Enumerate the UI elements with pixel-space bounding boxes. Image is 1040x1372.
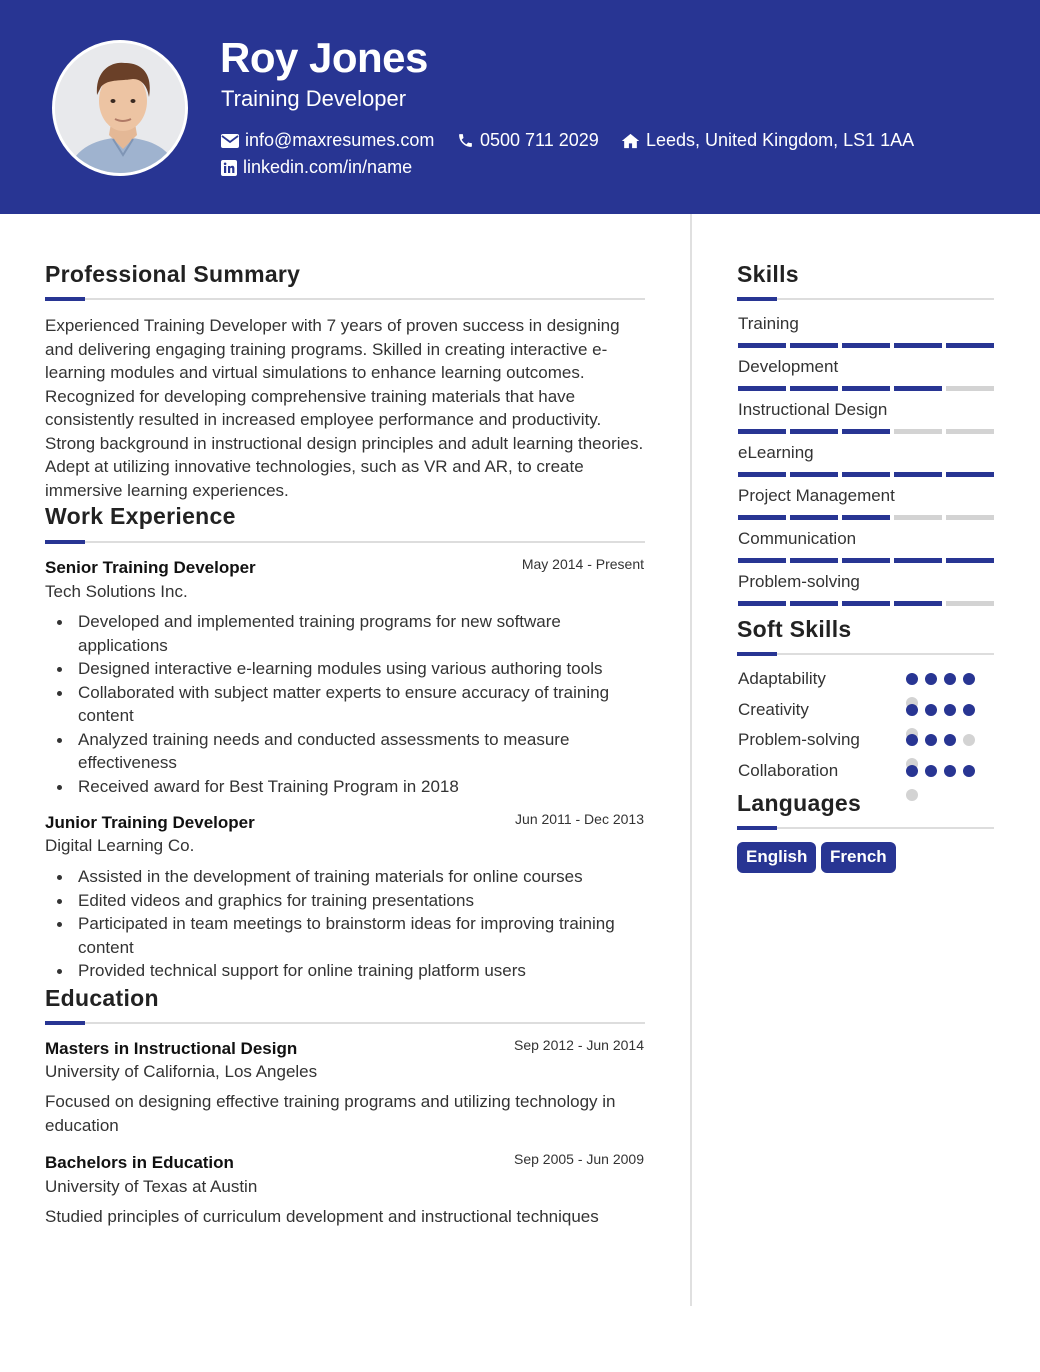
candidate-title: Training Developer: [221, 86, 407, 111]
list-item: Assisted in the development of training materials for online courses: [45, 865, 650, 889]
job-role: Senior Training Developer: [45, 558, 256, 577]
resume-header: [0, 0, 1040, 214]
skill-level-bar: [738, 601, 994, 606]
linkedin-icon: [221, 160, 237, 176]
education-rule: [45, 1022, 645, 1024]
rating-dot: [963, 704, 975, 716]
job-company: Tech Solutions Inc.: [45, 582, 188, 601]
skill-level-segment: [790, 601, 838, 606]
skill-level-bar: [738, 472, 994, 477]
phone-icon: [457, 132, 474, 149]
envelope-icon: [221, 134, 239, 148]
soft-skill-name: Problem-solving: [738, 730, 860, 749]
rating-dot: [906, 734, 918, 746]
skill-level-segment: [790, 558, 838, 563]
skill-level-bar: [738, 558, 994, 563]
list-item: Provided technical support for online training platform users: [45, 959, 650, 983]
rating-dot: [963, 734, 975, 746]
education-dates: Sep 2012 - Jun 2014: [514, 1037, 644, 1053]
linkedin-contact[interactable]: [221, 157, 412, 178]
skill-level-segment: [842, 386, 890, 391]
rating-dot: [944, 765, 956, 777]
skill-level-segment: [842, 429, 890, 434]
rating-dot: [906, 765, 918, 777]
location-text: Leeds, United Kingdom, LS1 1AA: [646, 130, 915, 150]
rating-dot: [906, 704, 918, 716]
rating-dot: [925, 734, 937, 746]
home-icon: [621, 133, 640, 149]
skill-level-segment: [738, 558, 786, 563]
skill-name: Problem-solving: [738, 572, 860, 591]
skill-level-segment: [946, 515, 994, 520]
degree: Masters in Instructional Design: [45, 1039, 298, 1058]
list-item: Analyzed training needs and conducted assessments to measure effectiveness: [45, 728, 650, 775]
job-bullets: [45, 610, 650, 798]
job-dates: May 2014 - Present: [521, 556, 644, 572]
skill-level-segment: [842, 515, 890, 520]
education-dates: Sep 2005 - Jun 2009: [514, 1151, 644, 1167]
soft-skill-name: Creativity: [738, 699, 809, 719]
skill-level-segment: [946, 429, 994, 434]
skill-level-segment: [738, 601, 786, 606]
language-badge: English: [737, 842, 816, 873]
rating-dot: [944, 704, 956, 716]
school: University of California, Los Angeles: [45, 1062, 318, 1081]
skill-level-bar: [738, 386, 994, 391]
skill-level-segment: [842, 472, 890, 477]
skill-level-segment: [894, 343, 942, 348]
list-item: Edited videos and graphics for training presentations: [45, 889, 650, 913]
rating-dot: [925, 673, 937, 685]
skill-level-bar: [738, 429, 994, 434]
list-item: Developed and implemented training programs for new software applications: [45, 610, 650, 657]
candidate-name: Roy Jones: [220, 34, 428, 81]
email-contact[interactable]: [221, 130, 434, 151]
rating-dot: [925, 765, 937, 777]
rating-dot: [963, 673, 975, 685]
skill-name: Development: [738, 357, 839, 376]
skill-level-segment: [894, 558, 942, 563]
skill-level-segment: [946, 558, 994, 563]
skill-level-bar: [738, 515, 994, 520]
skill-level-segment: [790, 515, 838, 520]
summary-heading: Professional Summary: [45, 261, 301, 287]
list-item: Received award for Best Training Program in 2018: [45, 775, 650, 799]
skill-name: Communication: [738, 529, 857, 548]
skill-level-segment: [946, 386, 994, 391]
list-item: Designed interactive e-learning modules using various authoring tools: [45, 657, 650, 681]
skill-name: Project Management: [738, 486, 895, 505]
education-heading: Education: [45, 985, 159, 1011]
skill-level-segment: [894, 515, 942, 520]
soft-skills-rule: [737, 653, 994, 655]
skills-rule: [737, 298, 994, 300]
phone-text: 0500 711 2029: [480, 130, 599, 150]
email-text: info@maxresumes.com: [245, 130, 435, 150]
skill-level-bar: [738, 343, 994, 348]
skill-level-segment: [894, 386, 942, 391]
language-badge: French: [821, 842, 896, 873]
phone-contact[interactable]: [457, 130, 599, 151]
soft-skill-name: Adaptability: [738, 669, 826, 688]
rating-dot: [944, 734, 956, 746]
soft-skill-name: Collaboration: [738, 760, 839, 780]
languages-rule: [737, 827, 994, 829]
skill-level-segment: [946, 472, 994, 477]
skill-level-segment: [738, 429, 786, 434]
skill-level-segment: [894, 601, 942, 606]
job-role: Junior Training Developer: [45, 813, 255, 832]
skills-heading: Skills: [737, 261, 799, 287]
experience-heading: Work Experience: [45, 503, 236, 529]
summary-text: Experienced Training Developer with 7 years of proven success in designing and delivering engaging training programs. Skilled in creating interactive e-learning modules and virtual simulations to enhance learning outcomes. Recognized for developing comprehensive training materials that have consistently resulted in increased employee performance and productivity. Strong background in instructional design principles and adult learning theories. Adept at utilizing innovative technologies, such as VR and AR, to create immersive learning experiences.: [45, 316, 644, 500]
skill-level-segment: [894, 472, 942, 477]
skill-name: eLearning: [738, 443, 814, 462]
column-divider: [690, 214, 692, 1306]
skill-level-segment: [790, 386, 838, 391]
skill-name: Training: [738, 314, 799, 333]
location-contact: [621, 130, 914, 151]
list-item: Participated in team meetings to brainstorm ideas for improving training content: [45, 912, 650, 959]
skill-level-segment: [946, 601, 994, 606]
rating-dot: [963, 765, 975, 777]
skill-level-segment: [842, 343, 890, 348]
skill-level-segment: [790, 429, 838, 434]
experience-rule: [45, 541, 645, 543]
job-dates: Jun 2011 - Dec 2013: [515, 811, 644, 827]
languages-heading: Languages: [737, 790, 862, 816]
education-desc: Focused on designing effective training programs and utilizing technology in education: [45, 1092, 616, 1135]
skill-level-segment: [738, 343, 786, 348]
linkedin-text: linkedin.com/in/name: [243, 157, 413, 177]
skill-level-segment: [842, 558, 890, 563]
skill-level-segment: [842, 601, 890, 606]
rating-dot: [906, 789, 918, 801]
list-item: Collaborated with subject matter experts to ensure accuracy of training content: [45, 681, 650, 728]
job-bullets: [45, 865, 650, 983]
profile-photo: [52, 40, 188, 176]
skill-name: Instructional Design: [738, 400, 888, 419]
skill-level-segment: [790, 472, 838, 477]
school: University of Texas at Austin: [45, 1177, 258, 1196]
skill-level-segment: [738, 515, 786, 520]
skill-level-segment: [894, 429, 942, 434]
soft-skills-heading: Soft Skills: [737, 616, 852, 642]
rating-dot: [925, 704, 937, 716]
skill-level-segment: [738, 472, 786, 477]
education-desc: Studied principles of curriculum development and instructional techniques: [45, 1207, 599, 1226]
degree: Bachelors in Education: [45, 1153, 234, 1172]
rating-dot: [944, 673, 956, 685]
skill-level-segment: [790, 343, 838, 348]
rating-dot: [906, 673, 918, 685]
skill-level-segment: [738, 386, 786, 391]
job-company: Digital Learning Co.: [45, 836, 195, 855]
skill-level-segment: [946, 343, 994, 348]
summary-rule: [45, 298, 645, 300]
